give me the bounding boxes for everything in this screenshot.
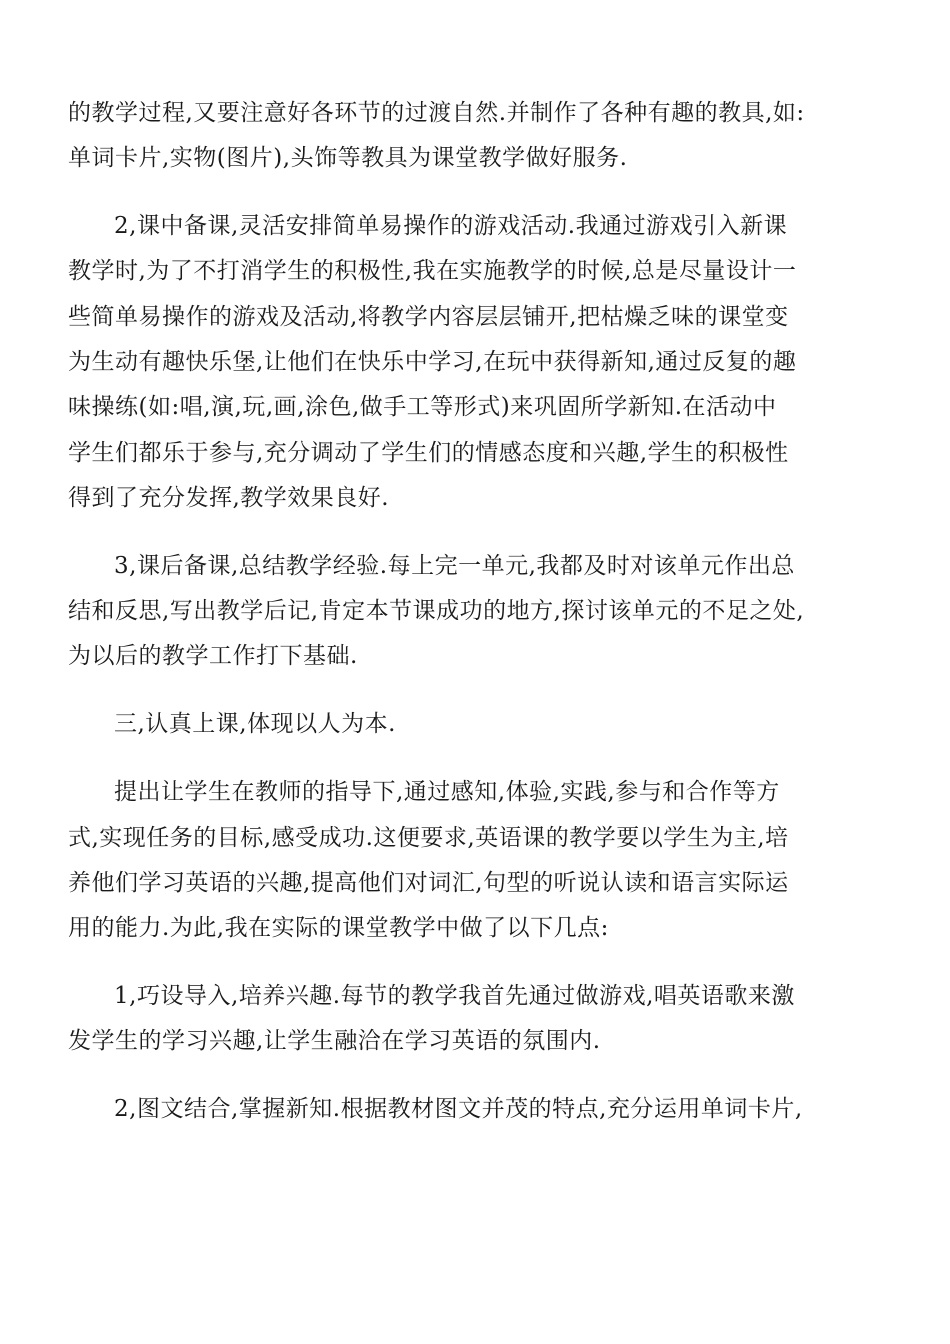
paragraph-first-line: 2,图文结合,掌握新知.根据教材图文并茂的特点,充分运用单词卡片, bbox=[114, 1096, 803, 1123]
text-line: 为生动有趣快乐堡,让他们在快乐中学习,在玩中获得新知,通过反复的趣 bbox=[68, 349, 797, 376]
text-line: 发学生的学习兴趣,让学生融洽在学习英语的氛围内. bbox=[68, 1028, 601, 1055]
paragraph-gap bbox=[68, 748, 884, 771]
text-line: 教学时,为了不打消学生的积极性,我在实施教学的时候,总是尽量设计一 bbox=[68, 258, 797, 285]
text-line: 些简单易操作的游戏及活动,将教学内容层层铺开,把枯燥乏味的课堂变 bbox=[68, 303, 789, 330]
paragraph-first-line: 1,巧设导入,培养兴趣.每节的教学我首先通过做游戏,唱英语歌来激 bbox=[114, 983, 795, 1010]
text-line: 结和反思,写出教学后记,肯定本节课成功的地方,探讨该单元的不足之处, bbox=[68, 598, 805, 625]
paragraph-gap bbox=[68, 951, 884, 974]
text-line: 为以后的教学工作打下基础. bbox=[68, 643, 358, 670]
text-line: 得到了充分发挥,教学效果良好. bbox=[68, 484, 390, 511]
text-line: 味操练(如:唱,演,玩,画,涂色,做手工等形式)来巩固所学新知.在活动中 bbox=[68, 394, 777, 421]
text-line: 的教学过程,又要注意好各环节的过渡自然.并制作了各种有趣的教具,如: bbox=[68, 100, 805, 126]
paragraph-gap bbox=[68, 182, 884, 205]
paragraph-first-line: 三,认真上课,体现以人为本. bbox=[114, 711, 396, 738]
paragraph-first-line: 3,课后备课,总结教学经验.每上完一单元,我都及时对该单元作出总 bbox=[114, 552, 795, 579]
paragraph-gap bbox=[68, 1065, 884, 1088]
text-line: 养他们学习英语的兴趣,提高他们对词汇,句型的听说认读和语言实际运 bbox=[68, 869, 789, 896]
document-body bbox=[68, 91, 884, 1133]
text-line: 单词卡片,实物(图片),头饰等教具为课堂教学做好服务. bbox=[68, 145, 628, 172]
paragraph-gap bbox=[68, 521, 884, 544]
text-line: 式,实现任务的目标,感受成功.这便要求,英语课的教学要以学生为主,培 bbox=[68, 824, 789, 851]
paragraph-first-line: 2,课中备课,灵活安排简单易操作的游戏活动.我通过游戏引入新课 bbox=[114, 213, 788, 240]
text-line: 学生们都乐于参与,充分调动了学生们的情感态度和兴趣,学生的积极性 bbox=[68, 439, 789, 466]
text-line: 用的能力.为此,我在实际的课堂教学中做了以下几点: bbox=[68, 915, 609, 942]
paragraph-first-line: 提出让学生在教师的指导下,通过感知,体验,实践,参与和合作等方 bbox=[114, 779, 780, 806]
paragraph-gap bbox=[68, 680, 884, 703]
